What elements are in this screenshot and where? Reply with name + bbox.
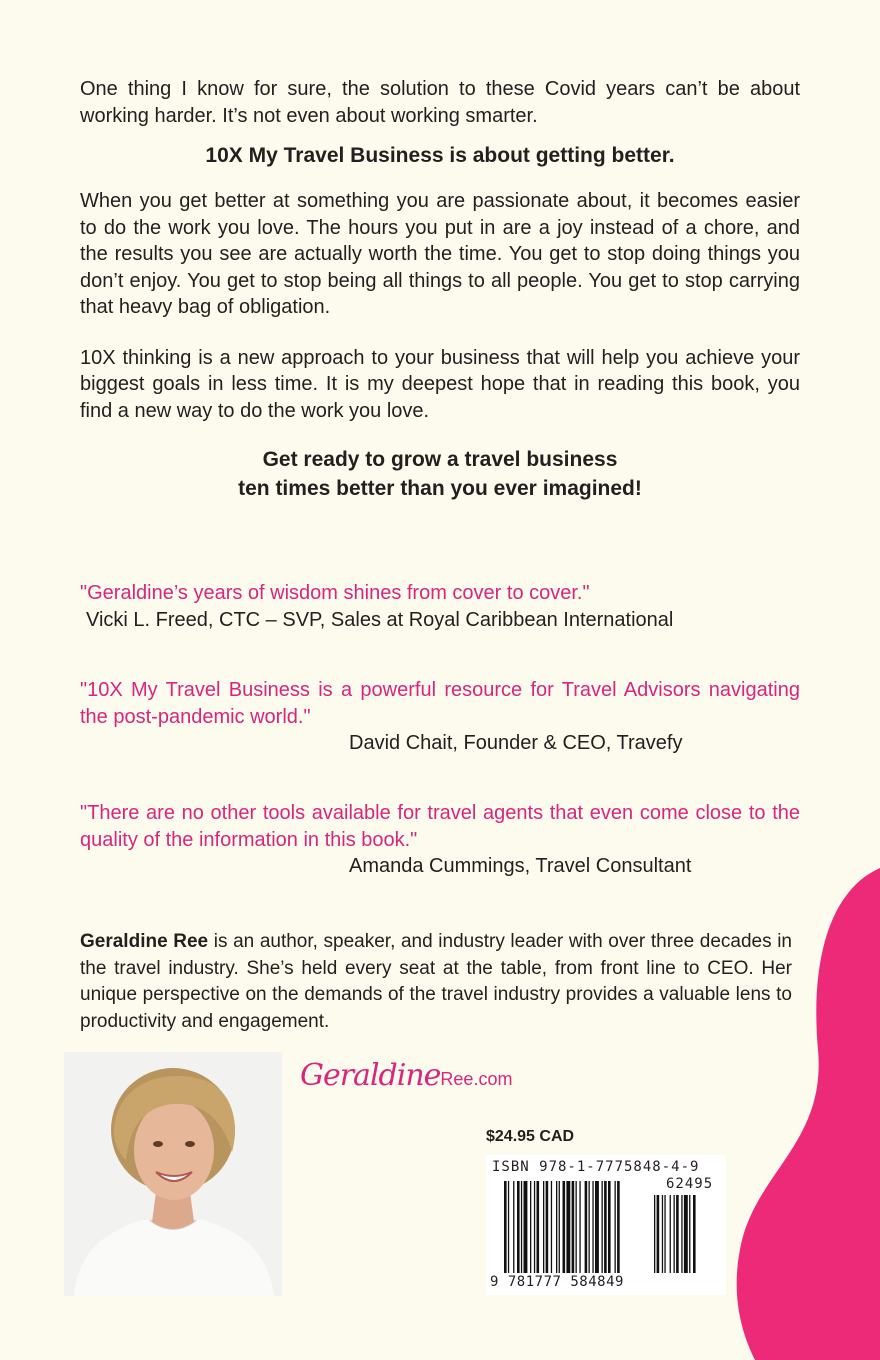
barcode-bar xyxy=(608,1181,611,1273)
author-name: Geraldine Ree xyxy=(80,931,209,952)
testimonial-attribution: Vicki L. Freed, CTC – SVP, Sales at Royal Caribbean International xyxy=(86,608,674,631)
barcode-bar xyxy=(524,1181,528,1273)
barcode-bar xyxy=(563,1181,566,1273)
addon-bar xyxy=(670,1195,671,1273)
testimonial-3 xyxy=(80,800,800,880)
intro-section xyxy=(80,76,800,503)
author-photo xyxy=(64,1052,282,1296)
barcode-bar xyxy=(513,1181,514,1273)
addon-bar xyxy=(681,1195,682,1273)
testimonial-quote: "There are no other tools available for travel agents that even come close to the quality of the information in this book." xyxy=(80,802,800,851)
barcode-bar xyxy=(537,1181,540,1273)
isbn-barcode xyxy=(486,1155,726,1295)
addon-bar xyxy=(657,1195,660,1273)
barcode-bar xyxy=(604,1181,607,1273)
barcode-bar xyxy=(615,1181,616,1273)
barcode-bar xyxy=(530,1181,531,1273)
barcode-bar xyxy=(551,1181,552,1273)
barcode-bar xyxy=(517,1181,520,1273)
barcode-bar xyxy=(559,1181,560,1273)
barcode-bar xyxy=(589,1181,590,1273)
barcode-bar xyxy=(572,1181,575,1273)
ean-digits: 9 781777 584849 xyxy=(490,1274,624,1290)
addon-bar xyxy=(689,1195,690,1273)
callout-line-1: Get ready to grow a travel business xyxy=(262,448,618,471)
barcode-bar xyxy=(546,1181,549,1273)
addon-digits: 62495 xyxy=(666,1176,714,1192)
barcode-bar xyxy=(566,1181,570,1273)
isbn-label: ISBN 978-1-7775848-4-9 xyxy=(492,1159,700,1175)
website-domain-text: Ree.com xyxy=(440,1069,513,1089)
author-bio-text: is an author, speaker, and industry leader with over three decades in the travel industry. She’s held every seat at the table, from front line to CEO. Her unique perspective on the demands of the travel industry provides a valuable lens to productivity and engagement. xyxy=(80,931,793,1032)
barcode-bar xyxy=(592,1181,593,1273)
addon-bar xyxy=(693,1195,696,1273)
barcode-bar xyxy=(504,1181,507,1273)
addon-bar xyxy=(654,1195,655,1273)
addon-bar xyxy=(664,1195,665,1273)
testimonial-quote: "10X My Travel Business is a powerful resource for Travel Advisors navigating the post-pandemic world." xyxy=(80,679,800,728)
barcode-bar xyxy=(508,1181,509,1273)
testimonial-attribution: Amanda Cummings, Travel Consultant xyxy=(349,855,692,877)
testimonial-1 xyxy=(80,580,800,633)
addon-bar xyxy=(674,1195,675,1273)
barcode-bar xyxy=(534,1181,535,1273)
website-signature xyxy=(300,1058,512,1093)
headline: 10X My Travel Business is about getting better. xyxy=(205,144,675,167)
intro-paragraph-2: When you get better at something you are passionate about, it becomes easier to do the work you love. The hours you put in are a joy instead of a chore, and the results you see are actually worth the time. You get to stop doing things you don’t enjoy. You get to stop being all things to all people. You get to stop carrying that heavy bag of obligation. xyxy=(80,190,800,318)
barcode-bar xyxy=(576,1181,577,1273)
addon-bar xyxy=(676,1195,679,1273)
barcode-bar xyxy=(543,1181,544,1273)
addon-bar xyxy=(662,1195,663,1273)
website-script-text: Geraldine xyxy=(300,1058,441,1093)
intro-paragraph-1: One thing I know for sure, the solution to these Covid years can’t be about working harder. It’s not even about working smarter. xyxy=(80,78,800,127)
testimonial-attribution: David Chait, Founder & CEO, Travefy xyxy=(349,732,683,754)
barcode-bar xyxy=(617,1181,620,1273)
intro-paragraph-3: 10X thinking is a new approach to your business that will help you achieve your biggest goals in less time. It is my deepest hope that in reading this book, you find a new way to do the work you love. xyxy=(80,346,800,422)
barcode-bar xyxy=(585,1181,588,1273)
author-bio xyxy=(80,929,792,1035)
addon-bar xyxy=(684,1195,688,1273)
testimonial-quote: "Geraldine’s years of wisdom shines from cover to cover." xyxy=(80,582,590,604)
price-label: $24.95 CAD xyxy=(486,1128,575,1145)
callout-line-2: ten times better than you ever imagined! xyxy=(238,477,642,500)
barcode-bar xyxy=(521,1181,522,1273)
barcode-bar xyxy=(579,1181,580,1273)
barcode-bar xyxy=(595,1181,599,1273)
testimonial-2 xyxy=(80,677,800,757)
barcode-bar xyxy=(556,1181,557,1273)
barcode-bar xyxy=(602,1181,603,1273)
